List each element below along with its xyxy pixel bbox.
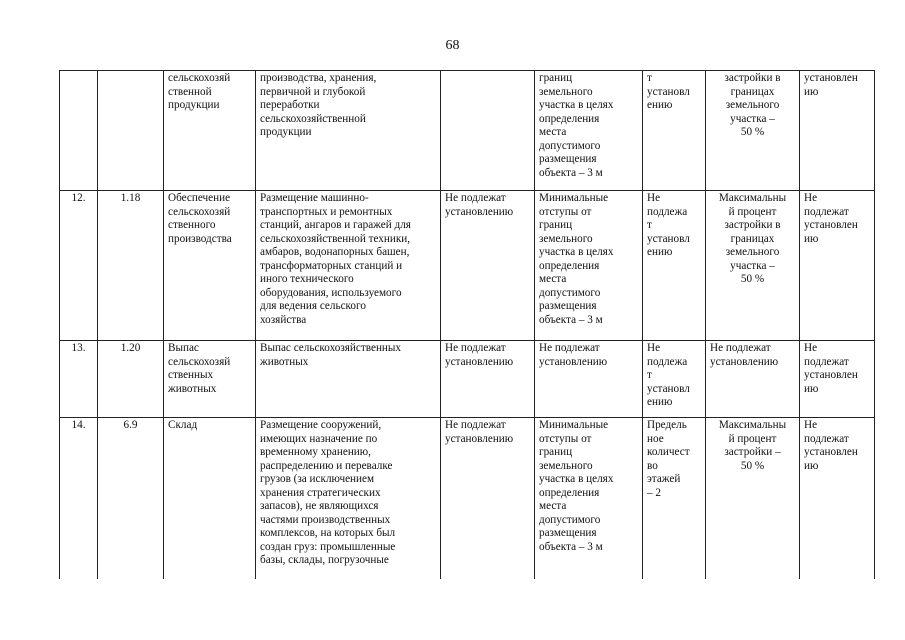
use-description-cell: производства, хранения, первичной и глубокой переработки сельскохозяйственной продукции [256,71,441,191]
setbacks-cell: Минимальные отступы от границ земельного участка в целях определения места допустимого размещения объекта – 3 м [535,418,643,580]
max-percent-cell: Максимальны й процент застройки в границах земельного участка – 50 % [706,191,800,341]
other-params-cell: Не подлежат установлен ию [800,341,875,418]
page-number: 68 [445,38,460,53]
max-percent-cell: Максимальны й процент застройки – 50 % [706,418,800,580]
use-description-cell: Размещение машинно- транспортных и ремонтных станций, ангаров и гаражей для сельскохозяйственной техники, амбаров, водонапорных башен, трансформаторных станций и иного технического оборудования, используемого для ведения сельского хозяйства [256,191,441,341]
floors-cell: Предель ное количест во этажей – 2 [643,418,706,580]
type-code-cell: 1.18 [98,191,164,341]
table-row [60,418,875,580]
use-name-cell: Склад [164,418,256,580]
min-area-cell: Не подлежат установлению [441,341,535,418]
use-description-cell: Выпас сельскохозяйственных животных [256,341,441,418]
table-row [60,71,875,191]
row-number-cell [60,71,98,191]
use-description-cell: Размещение сооружений, имеющих назначение по временному хранению, распределению и перевалке грузов (за исключением хранения стратегических запасов), не являющихся частями производственных комплексов, на которых был создан груз: промышленные базы, склады, погрузочные [256,418,441,580]
row-number-cell: 12. [60,191,98,341]
table-row [60,341,875,418]
row-number-cell: 13. [60,341,98,418]
setbacks-cell: Не подлежат установлению [535,341,643,418]
table-row [60,191,875,341]
max-percent-cell: Не подлежат установлению [706,341,800,418]
use-name-cell: Обеспечение сельскохозяй ственного производства [164,191,256,341]
other-params-cell: установлен ию [800,71,875,191]
floors-cell: Не подлежа т установл ению [643,191,706,341]
other-params-cell: Не подлежат установлен ию [800,418,875,580]
use-name-cell: сельскохозяй ственной продукции [164,71,256,191]
min-area-cell: Не подлежат установлению [441,191,535,341]
use-name-cell: Выпас сельскохозяй ственных животных [164,341,256,418]
type-code-cell: 6.9 [98,418,164,580]
floors-cell: т установл ению [643,71,706,191]
min-area-cell [441,71,535,191]
setbacks-cell: Минимальные отступы от границ земельного участка в целях определения места допустимого размещения объекта – 3 м [535,191,643,341]
setbacks-cell: границ земельного участка в целях определения места допустимого размещения объекта – 3 м [535,71,643,191]
type-code-cell [98,71,164,191]
max-percent-cell: застройки в границах земельного участка – 50 % [706,71,800,191]
floors-cell: Не подлежа т установл ению [643,341,706,418]
regulations-table [59,70,875,579]
type-code-cell: 1.20 [98,341,164,418]
row-number-cell: 14. [60,418,98,580]
min-area-cell: Не подлежат установлению [441,418,535,580]
other-params-cell: Не подлежат установлен ию [800,191,875,341]
